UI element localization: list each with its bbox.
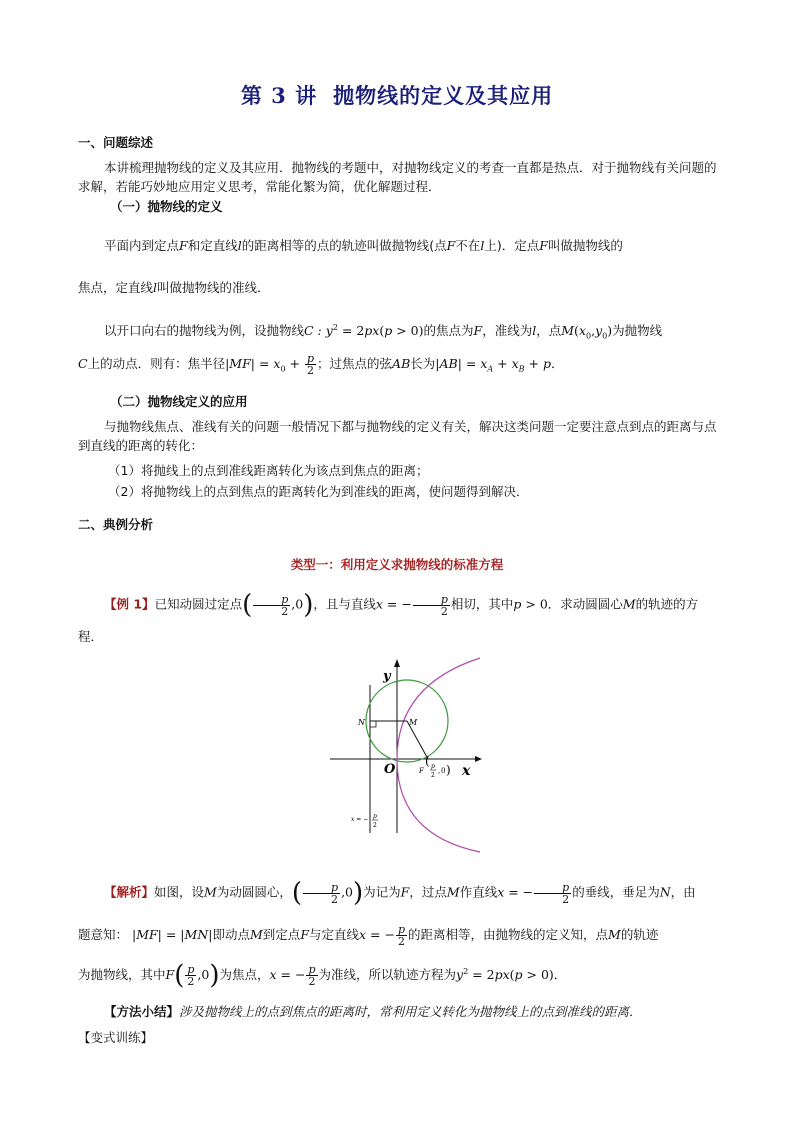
- label-f-paren-close: ): [446, 763, 451, 777]
- method-summary: 【方法小结】涉及抛物线上的点到焦点的距离时，常利用定义转化为抛物线上的点到准线的距离．: [104, 1004, 642, 1019]
- label-y: y: [383, 669, 391, 684]
- label-n: N: [358, 718, 365, 727]
- label-m: M: [409, 718, 418, 727]
- solution-line-1: 【解析】如图，设M为动圆圆心，( $\frac{p}{2}$ ,0)为记为F，过点M作直线x = − $\frac{p}{2}$ 的垂线，垂足为N，由: [104, 878, 696, 908]
- intro-paragraph: 本讲梳理抛物线的定义及其应用．抛物线的考题中，对抛物线定义的考查一直都是热点．对于抛物线有关问题的求解，若能巧妙地应用定义思考，常能化繁为简，优化解题过程．: [78, 160, 717, 194]
- label-x: x: [462, 763, 471, 779]
- label-f-paren-open: (: [425, 754, 430, 768]
- solution-line-3: 为抛物线，其中F( $\frac{p}{2}$ ,0)为焦点，x = − $\frac{p}{2}$ 为准线，所以轨迹方程为$y^2 = 2px(p > 0)$．: [78, 960, 567, 991]
- y-axis-arrow-icon: [394, 659, 400, 667]
- subheading-definition: （一）抛物线的定义: [110, 199, 223, 214]
- list-item-2: （2）将抛物线上的点到焦点的距离转化为到准线的距离，使问题得到解决．: [108, 484, 529, 499]
- page-title: [0, 80, 794, 110]
- label-directrix: x = −: [351, 816, 369, 823]
- example-1-line-1: 【例 1】已知动圆过定点( $\frac{p}{2}$ ,0)，且与直线x = − $\frac{p}{2}$ 相切，其中p > 0．求动圆圆心M的轨迹的方: [104, 590, 699, 620]
- label-f-comma: ,: [438, 767, 441, 775]
- variant-training-label: 【变式训练】: [78, 1030, 154, 1045]
- type-heading: 类型一：利用定义求抛物线的标准方程: [290, 557, 504, 572]
- label-origin: O: [384, 762, 396, 777]
- label-f: F: [419, 767, 424, 775]
- example-line-2: C上的动点．则有：焦半径$|MF| = x_0$ + $\frac{p}{2}$ ；过焦点的弦AB长为$|AB| = x_A + x_B + p$．: [78, 352, 564, 377]
- label-directrix-2: 2: [373, 822, 377, 829]
- x-axis-arrow-icon: [475, 756, 482, 762]
- parabola-figure: [325, 655, 490, 855]
- label-f-2: 2: [431, 772, 435, 779]
- section-heading-2: 二、典例分析: [78, 517, 154, 532]
- definition-line-1: 平面内到定点F和定直线l的距离相等的点的轨迹叫做抛物线(点F不在l上)．定点F叫做抛物线的: [104, 238, 623, 253]
- label-f-0: 0: [441, 767, 446, 775]
- application-paragraph: 与抛物线焦点、准线有关的问题一般情况下都与抛物线的定义有关，解决这类问题一定要注意点到点的距离与点到直线的距离的转化：: [78, 419, 717, 453]
- example-line-1: 以开口向右的抛物线为例，设抛物线C : $y^2 = 2px(p > 0)$的焦点为F，准线为l，点$M(x_0,y_0)$为抛物线: [104, 323, 663, 341]
- parabola-curve: [397, 658, 480, 852]
- example-1-line-2: 程．: [78, 629, 104, 644]
- label-f-p: p: [431, 763, 435, 770]
- section-heading-1: 一、问题综述: [78, 135, 154, 150]
- definition-line-2: 焦点，定直线l叫做抛物线的准线．: [78, 280, 270, 295]
- subheading-application: （二）抛物线定义的应用: [110, 394, 248, 409]
- label-directrix-p: p: [373, 813, 377, 820]
- lecture-title: 抛物线的定义及其应用: [333, 83, 554, 108]
- right-angle-mark: [370, 721, 376, 727]
- list-item-1: （1）将抛线上的点到准线距离转化为该点到焦点的距离；: [108, 463, 429, 478]
- lecture-number: 第 3 讲: [240, 83, 318, 108]
- solution-line-2: 题意知： |MF| = |MN|即动点M到定点F与定直线x = − $\frac{p}{2}$ 的距离相等，由抛物线的定义知，点M的轨迹: [78, 923, 659, 948]
